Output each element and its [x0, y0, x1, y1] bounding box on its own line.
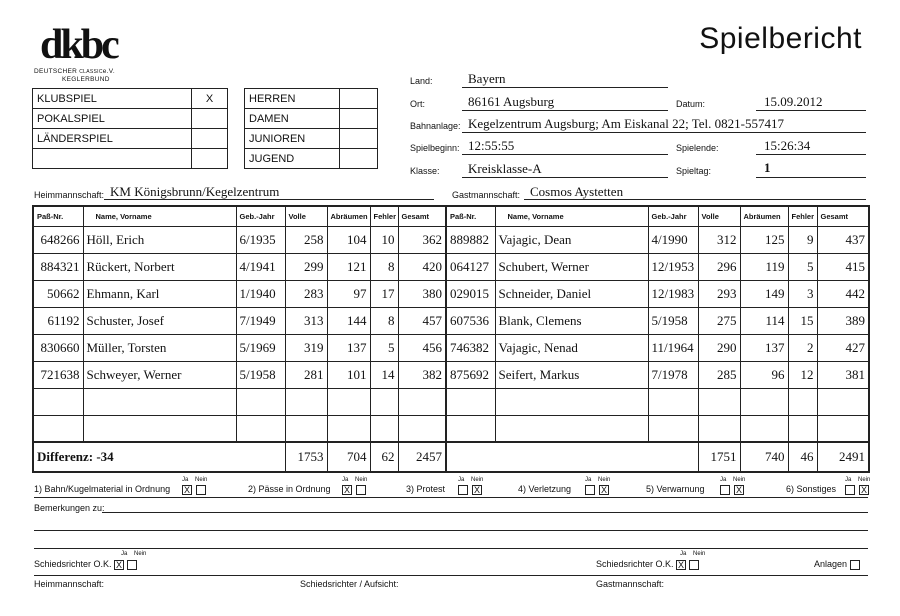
check-item-boxes	[585, 484, 613, 495]
heim-pass-cell: 884321	[33, 253, 83, 280]
heim-volle-cell: 281	[285, 361, 327, 388]
col-gesamt-gast: Gesamt	[817, 206, 869, 226]
gast-name-cell	[495, 415, 648, 442]
gast-pass-cell: 889882	[446, 226, 495, 253]
gast-pass-cell: 029015	[446, 280, 495, 307]
gt-right-label: HERREN	[245, 89, 340, 109]
gast-geb-cell: 11/1964	[648, 334, 698, 361]
heim-volle-cell: 283	[285, 280, 327, 307]
gast-abr-cell: 119	[740, 253, 788, 280]
sr-ok-right-label: Schiedsrichter O.K.	[596, 559, 674, 569]
table-row	[33, 280, 869, 307]
gast-fehler-cell: 12	[788, 361, 817, 388]
gast-name-cell: Blank, Clemens	[495, 307, 648, 334]
table-row	[33, 388, 869, 415]
heim-signature-label: Heimmannschaft:	[34, 579, 105, 589]
gt-left-label: LÄNDERSPIEL	[33, 129, 192, 149]
spielende-value: 15:26:34	[764, 138, 811, 153]
gast-geb-cell: 12/1953	[648, 253, 698, 280]
bahnanlage-value: Kegelzentrum Augsburg; Am Eiskanal 22; Tel. 0821-557417	[468, 116, 784, 131]
check-ja-label: Ja	[182, 477, 189, 483]
col-abr-gast: Abräumen	[740, 206, 788, 226]
heim-team: KM Königsbrunn/Kegelzentrum	[110, 184, 280, 199]
heim-geb-cell: 4/1941	[236, 253, 285, 280]
check-ja-label: Ja	[458, 477, 465, 483]
gast-geb-cell: 12/1983	[648, 280, 698, 307]
sr-ok-left-ja-label: Ja	[121, 551, 128, 557]
check-item	[786, 484, 836, 494]
check-item	[34, 484, 170, 494]
gast-name-cell	[495, 388, 648, 415]
sr-ok-right	[596, 559, 699, 570]
table-row	[33, 415, 869, 442]
gast-volle-cell	[698, 388, 740, 415]
klasse-label: Klasse:	[410, 166, 440, 176]
check-item-label: 1) Bahn/Kugelmaterial in Ordnung	[34, 484, 171, 494]
col-name-gast: Name, Vorname	[495, 206, 648, 226]
heim-abr-cell	[327, 415, 370, 442]
heim-name-cell: Höll, Erich	[83, 226, 236, 253]
heim-gesamt-cell	[398, 415, 446, 442]
sr-ok-right-nein-checkbox[interactable]	[689, 560, 699, 570]
check-nein-label: Nein	[471, 477, 484, 483]
col-fehler: Fehler	[370, 206, 398, 226]
logo-mark: dkbc	[40, 22, 117, 68]
gast-abr-cell: 96	[740, 361, 788, 388]
check-item-boxes	[458, 484, 486, 495]
heim-gesamt-cell: 382	[398, 361, 446, 388]
gast-total-cell: 46	[788, 442, 817, 472]
check-item-boxes	[720, 484, 748, 495]
gast-volle-cell: 312	[698, 226, 740, 253]
check-ja-label: Ja	[845, 477, 852, 483]
gt-left-label: POKALSPIEL	[33, 109, 192, 129]
check-nein-label: Nein	[733, 477, 746, 483]
check-item	[646, 484, 705, 494]
heim-name-cell: Rückert, Norbert	[83, 253, 236, 280]
gast-pass-cell: 875692	[446, 361, 495, 388]
bemerkungen-label: Bemerkungen zu:	[34, 503, 105, 513]
gt-left-mark-box[interactable]	[192, 149, 228, 169]
col-pass-gast: Paß-Nr.	[446, 206, 495, 226]
heim-pass-cell	[33, 415, 83, 442]
gast-gesamt-cell: 427	[817, 334, 869, 361]
check-nein-label: Nein	[858, 477, 871, 483]
sr-ok-right-ja-checkbox[interactable]: X	[678, 559, 685, 570]
check-item-label: 2) Pässe in Ordnung	[248, 484, 331, 494]
heim-abr-cell: 137	[327, 334, 370, 361]
gast-name-cell: Seifert, Markus	[495, 361, 648, 388]
gast-fehler-cell	[788, 388, 817, 415]
heim-gesamt-cell: 380	[398, 280, 446, 307]
sr-ok-left-ja-checkbox[interactable]: X	[116, 559, 123, 570]
gt-left-mark-box[interactable]	[192, 109, 228, 129]
klasse-value: Kreisklasse-A	[468, 161, 542, 176]
check-item	[518, 484, 571, 494]
heim-fehler-cell	[370, 415, 398, 442]
gast-gesamt-cell	[817, 388, 869, 415]
anlagen	[814, 559, 860, 570]
gast-geb-cell	[648, 388, 698, 415]
heim-total-cell: 704	[327, 442, 370, 472]
check-item	[248, 484, 331, 494]
table-row	[33, 307, 869, 334]
gast-pass-cell: 746382	[446, 334, 495, 361]
gt-right-row	[245, 89, 378, 109]
datum-label: Datum:	[676, 99, 706, 109]
sr-signature-label: Schiedsrichter / Aufsicht:	[300, 579, 399, 589]
check-item-boxes	[342, 484, 370, 495]
sr-ok-left-label: Schiedsrichter O.K.	[34, 559, 112, 569]
gt-left-row	[33, 89, 228, 109]
table-row	[33, 334, 869, 361]
gt-right-mark-box[interactable]	[340, 129, 378, 149]
sr-ok-left	[34, 559, 137, 570]
gt-right-mark-box[interactable]	[340, 109, 378, 129]
sr-ok-right-nein-label: Nein	[693, 551, 706, 557]
gast-label: Gastmannschaft:	[452, 190, 521, 200]
heim-geb-cell: 5/1969	[236, 334, 285, 361]
gast-fehler-cell: 9	[788, 226, 817, 253]
gast-geb-cell: 4/1990	[648, 226, 698, 253]
check-item-label: 5) Verwarnung	[646, 484, 705, 494]
gt-right-label: JUNIOREN	[245, 129, 340, 149]
gast-total-cell: 1751	[698, 442, 740, 472]
gast-geb-cell: 5/1958	[648, 307, 698, 334]
gast-pass-cell: 607536	[446, 307, 495, 334]
heim-geb-cell	[236, 388, 285, 415]
heim-label: Heimmannschaft:	[34, 190, 105, 200]
gast-gesamt-cell: 442	[817, 280, 869, 307]
heim-abr-cell	[327, 388, 370, 415]
heim-abr-cell: 97	[327, 280, 370, 307]
heim-pass-cell: 830660	[33, 334, 83, 361]
heim-name-cell	[83, 388, 236, 415]
gast-abr-cell	[740, 388, 788, 415]
gast-fehler-cell	[788, 415, 817, 442]
col-fehler-gast: Fehler	[788, 206, 817, 226]
gast-volle-cell	[698, 415, 740, 442]
heim-gesamt-cell: 457	[398, 307, 446, 334]
gt-left-row	[33, 129, 228, 149]
heim-gesamt-cell: 362	[398, 226, 446, 253]
land-value: Bayern	[468, 71, 506, 86]
gast-gesamt-cell: 415	[817, 253, 869, 280]
heim-volle-cell: 319	[285, 334, 327, 361]
gast-gesamt-cell	[817, 415, 869, 442]
table-header-row	[33, 206, 869, 226]
gast-name-cell: Vajagic, Dean	[495, 226, 648, 253]
heim-fehler-cell	[370, 388, 398, 415]
gast-total-blank	[446, 442, 698, 472]
check-ja-label: Ja	[585, 477, 592, 483]
heim-pass-cell: 61192	[33, 307, 83, 334]
gast-gesamt-cell: 437	[817, 226, 869, 253]
gt-left-row	[33, 149, 228, 169]
check-nein-label: Nein	[195, 477, 208, 483]
sr-ok-left-nein-label: Nein	[134, 551, 147, 557]
datum-value: 15.09.2012	[764, 94, 823, 109]
game-type-table-right	[244, 88, 378, 169]
gast-team: Cosmos Aystetten	[530, 184, 624, 199]
col-pass: Paß-Nr.	[33, 206, 83, 226]
gast-fehler-cell: 2	[788, 334, 817, 361]
gast-volle-cell: 293	[698, 280, 740, 307]
sr-ok-left-nein-checkbox[interactable]	[127, 560, 137, 570]
game-type-table-left	[32, 88, 228, 169]
ort-value: 86161 Augsburg	[468, 94, 555, 109]
check-item	[406, 484, 445, 494]
heim-volle-cell: 258	[285, 226, 327, 253]
heim-pass-cell: 721638	[33, 361, 83, 388]
page-title: Spielbericht	[699, 22, 862, 55]
gt-right-label: JUGEND	[245, 149, 340, 169]
check-nein-checkbox[interactable]	[196, 485, 206, 495]
gast-fehler-cell: 15	[788, 307, 817, 334]
heim-volle-cell	[285, 388, 327, 415]
spieltag-label: Spieltag:	[676, 166, 712, 176]
heim-name-cell	[83, 415, 236, 442]
heim-abr-cell: 121	[327, 253, 370, 280]
col-volle-gast: Volle	[698, 206, 740, 226]
gast-volle-cell: 296	[698, 253, 740, 280]
differenz-cell: Differenz: -34	[33, 442, 285, 472]
gast-volle-cell: 290	[698, 334, 740, 361]
heim-pass-cell	[33, 388, 83, 415]
anlagen-label: Anlagen	[814, 559, 848, 569]
check-item-boxes	[182, 484, 210, 495]
heim-fehler-cell: 17	[370, 280, 398, 307]
heim-geb-cell	[236, 415, 285, 442]
col-name: Name, Vorname	[83, 206, 236, 226]
anlagen-checkbox[interactable]	[850, 560, 860, 570]
heim-geb-cell: 5/1958	[236, 361, 285, 388]
sr-ok-right-ja-label: Ja	[680, 551, 687, 557]
gast-geb-cell	[648, 415, 698, 442]
spielbeginn-label: Spielbeginn:	[410, 143, 460, 153]
land-label: Land:	[410, 76, 433, 86]
col-volle: Volle	[285, 206, 327, 226]
check-nein-checkbox[interactable]: X	[473, 484, 480, 495]
gast-total-cell: 2491	[817, 442, 869, 472]
heim-fehler-cell: 14	[370, 361, 398, 388]
check-nein-checkbox[interactable]: X	[600, 484, 607, 495]
gast-abr-cell: 149	[740, 280, 788, 307]
totals-row	[33, 442, 869, 472]
check-ja-checkbox[interactable]: X	[183, 484, 190, 495]
gast-signature-label: Gastmannschaft:	[596, 579, 665, 589]
gt-right-row	[245, 129, 378, 149]
check-item-boxes	[845, 484, 873, 495]
gast-abr-cell	[740, 415, 788, 442]
heim-abr-cell: 144	[327, 307, 370, 334]
check-ja-label: Ja	[720, 477, 727, 483]
heim-abr-cell: 104	[327, 226, 370, 253]
heim-geb-cell: 6/1935	[236, 226, 285, 253]
spieltag-value: 1	[764, 160, 771, 175]
gt-right-row	[245, 109, 378, 129]
ort-label: Ort:	[410, 99, 425, 109]
heim-name-cell: Schuster, Josef	[83, 307, 236, 334]
player-results-table	[32, 205, 870, 473]
gt-right-mark-box[interactable]	[340, 149, 378, 169]
bahnanlage-label: Bahnanlage:	[410, 121, 461, 131]
table-row	[33, 226, 869, 253]
gast-pass-cell	[446, 388, 495, 415]
spielbeginn-value: 12:55:55	[468, 138, 515, 153]
check-nein-label: Nein	[598, 477, 611, 483]
check-ja-checkbox[interactable]	[585, 485, 595, 495]
gast-volle-cell: 285	[698, 361, 740, 388]
gast-gesamt-cell: 381	[817, 361, 869, 388]
gast-geb-cell: 7/1978	[648, 361, 698, 388]
heim-gesamt-cell	[398, 388, 446, 415]
heim-pass-cell: 648266	[33, 226, 83, 253]
gt-right-label: DAMEN	[245, 109, 340, 129]
heim-gesamt-cell: 456	[398, 334, 446, 361]
table-row	[33, 253, 869, 280]
gast-name-cell: Schneider, Daniel	[495, 280, 648, 307]
check-nein-checkbox[interactable]: X	[860, 484, 867, 495]
heim-total-cell: 1753	[285, 442, 327, 472]
check-ja-label: Ja	[342, 477, 349, 483]
gast-abr-cell: 137	[740, 334, 788, 361]
check-item-label: 6) Sonstiges	[786, 484, 837, 494]
table-row	[33, 361, 869, 388]
gast-abr-cell: 114	[740, 307, 788, 334]
heim-volle-cell: 299	[285, 253, 327, 280]
gt-left-label: KLUBSPIEL	[33, 89, 192, 109]
gt-left-row	[33, 109, 228, 129]
check-ja-checkbox[interactable]	[845, 485, 855, 495]
gt-right-row	[245, 149, 378, 169]
spielende-label: Spielende:	[676, 143, 719, 153]
logo-line1: DEUTSCHER CLASSICe.V.	[34, 68, 115, 75]
gast-fehler-cell: 5	[788, 253, 817, 280]
check-nein-checkbox[interactable]: X	[735, 484, 742, 495]
col-geb: Geb.-Jahr	[236, 206, 285, 226]
heim-volle-cell	[285, 415, 327, 442]
heim-total-cell: 2457	[398, 442, 446, 472]
check-item-label: 3) Protest	[406, 484, 446, 494]
dkbc-logo	[34, 22, 134, 86]
heim-fehler-cell: 8	[370, 253, 398, 280]
heim-gesamt-cell: 420	[398, 253, 446, 280]
heim-volle-cell: 313	[285, 307, 327, 334]
heim-fehler-cell: 5	[370, 334, 398, 361]
check-ja-checkbox[interactable]	[458, 485, 468, 495]
col-gesamt: Gesamt	[398, 206, 446, 226]
gast-fehler-cell: 3	[788, 280, 817, 307]
gast-pass-cell	[446, 415, 495, 442]
gt-right-mark-box[interactable]	[340, 89, 378, 109]
gast-total-cell: 740	[740, 442, 788, 472]
check-ja-checkbox[interactable]	[720, 485, 730, 495]
gt-left-mark-box[interactable]: X	[192, 89, 228, 109]
gast-gesamt-cell: 389	[817, 307, 869, 334]
gast-volle-cell: 275	[698, 307, 740, 334]
gast-name-cell: Vajagic, Nenad	[495, 334, 648, 361]
heim-fehler-cell: 10	[370, 226, 398, 253]
heim-geb-cell: 7/1949	[236, 307, 285, 334]
gast-abr-cell: 125	[740, 226, 788, 253]
check-item-label: 4) Verletzung	[518, 484, 572, 494]
gt-left-mark-box[interactable]	[192, 129, 228, 149]
heim-name-cell: Schweyer, Werner	[83, 361, 236, 388]
logo-line2: KEGLERBUND	[62, 76, 110, 83]
check-nein-checkbox[interactable]	[356, 485, 366, 495]
heim-pass-cell: 50662	[33, 280, 83, 307]
col-abr: Abräumen	[327, 206, 370, 226]
heim-fehler-cell: 8	[370, 307, 398, 334]
gast-name-cell: Schubert, Werner	[495, 253, 648, 280]
heim-abr-cell: 101	[327, 361, 370, 388]
gast-pass-cell: 064127	[446, 253, 495, 280]
heim-total-cell: 62	[370, 442, 398, 472]
heim-geb-cell: 1/1940	[236, 280, 285, 307]
heim-name-cell: Ehmann, Karl	[83, 280, 236, 307]
gt-left-label	[33, 149, 192, 169]
check-nein-label: Nein	[355, 477, 368, 483]
check-ja-checkbox[interactable]: X	[343, 484, 350, 495]
heim-name-cell: Müller, Torsten	[83, 334, 236, 361]
col-geb-gast: Geb.-Jahr	[648, 206, 698, 226]
